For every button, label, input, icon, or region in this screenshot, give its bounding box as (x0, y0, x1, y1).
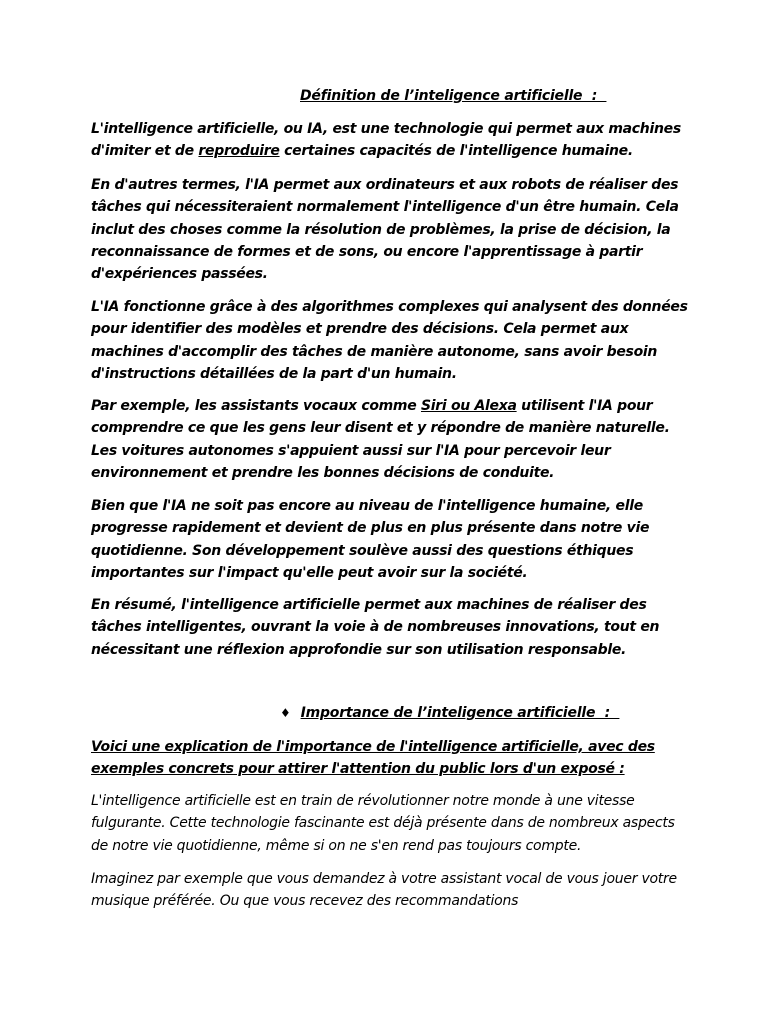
paragraph-summary: En résumé, l'intelligence artificielle permet aux machines de réaliser des tâches intelligentes, ouvrant la voie à de nombreuses innovations, tout en nécessitant une réflexion approfondie sur son utilisation responsable. (91, 597, 660, 658)
section-title-importance: ♦ Importance de l’inteligence artificielle : (280, 705, 620, 721)
diamond-bullet-icon: ♦ (280, 706, 291, 720)
paragraph-importance-intro: Voici une explication de l'importance de l'intelligence artificielle, avec des exemples concrets pour attirer l'attention du public lors d'un exposé : (91, 739, 655, 778)
siri-alexa-underlined: Siri ou Alexa (420, 398, 517, 414)
paragraph-definition-intro: L'intelligence artificielle, ou IA, est une technologie qui permet aux machines d'imiter et de reproduire certaines capacités de l'intelligence humaine. (91, 121, 681, 160)
paragraph-revolution: L'intelligence artificielle est en train de révolutionner notre monde à une vitesse fulgurante. Cette technologie fascinante est déjà présente dans de nombreux aspects de notre vie quotidienne, même si on ne s'en rend pas toujours compte. (91, 793, 675, 854)
section-title-definition: Définition de l’inteligence artificielle : (300, 88, 607, 104)
paragraph-progress: Bien que l'IA ne soit pas encore au niveau de l'intelligence humaine, elle progresse rapidement et devient de plus en plus présente dans notre vie quotidienne. Son développement soulève aussi des questions éthiques importantes sur l'impact qu'elle peut avoir sur la société. (91, 498, 650, 581)
reproduire-underlined: reproduire (198, 143, 280, 160)
paragraph-imagine: Imaginez par exemple que vous demandez à votre assistant vocal de vous jouer votre musique préférée. Ou que vous recevez des recommandations (91, 871, 677, 910)
paragraph-in-other-words: En d'autres termes, l'IA permet aux ordinateurs et aux robots de réaliser des tâches qui nécessiteraient normalement l'intelligence d'un être humain. Cela inclut des choses comme la résolution de problèmes, la prise de décision, la reconnaissance de formes et de sons, ou encore l'apprentissage à partir d'expériences passées. (91, 177, 679, 283)
paragraph-examples: Par exemple, les assistants vocaux comme Siri ou Alexa utilisent l'IA pour comprendre ce que les gens leur disent et y répondre de manière naturelle. Les voitures autonomes s'appuient aussi sur l'IA pour percevoir leur environnement et prendre les bonnes décisions de conduite. (91, 398, 670, 481)
paragraph-algorithms: L'IA fonctionne grâce à des algorithmes complexes qui analysent des données pour identifier des modèles et prendre des décisions. Cela permet aux machines d'accomplir des tâches de manière autonome, sans avoir besoin d'instructions détaillées de la part d'un humain. (91, 299, 688, 382)
